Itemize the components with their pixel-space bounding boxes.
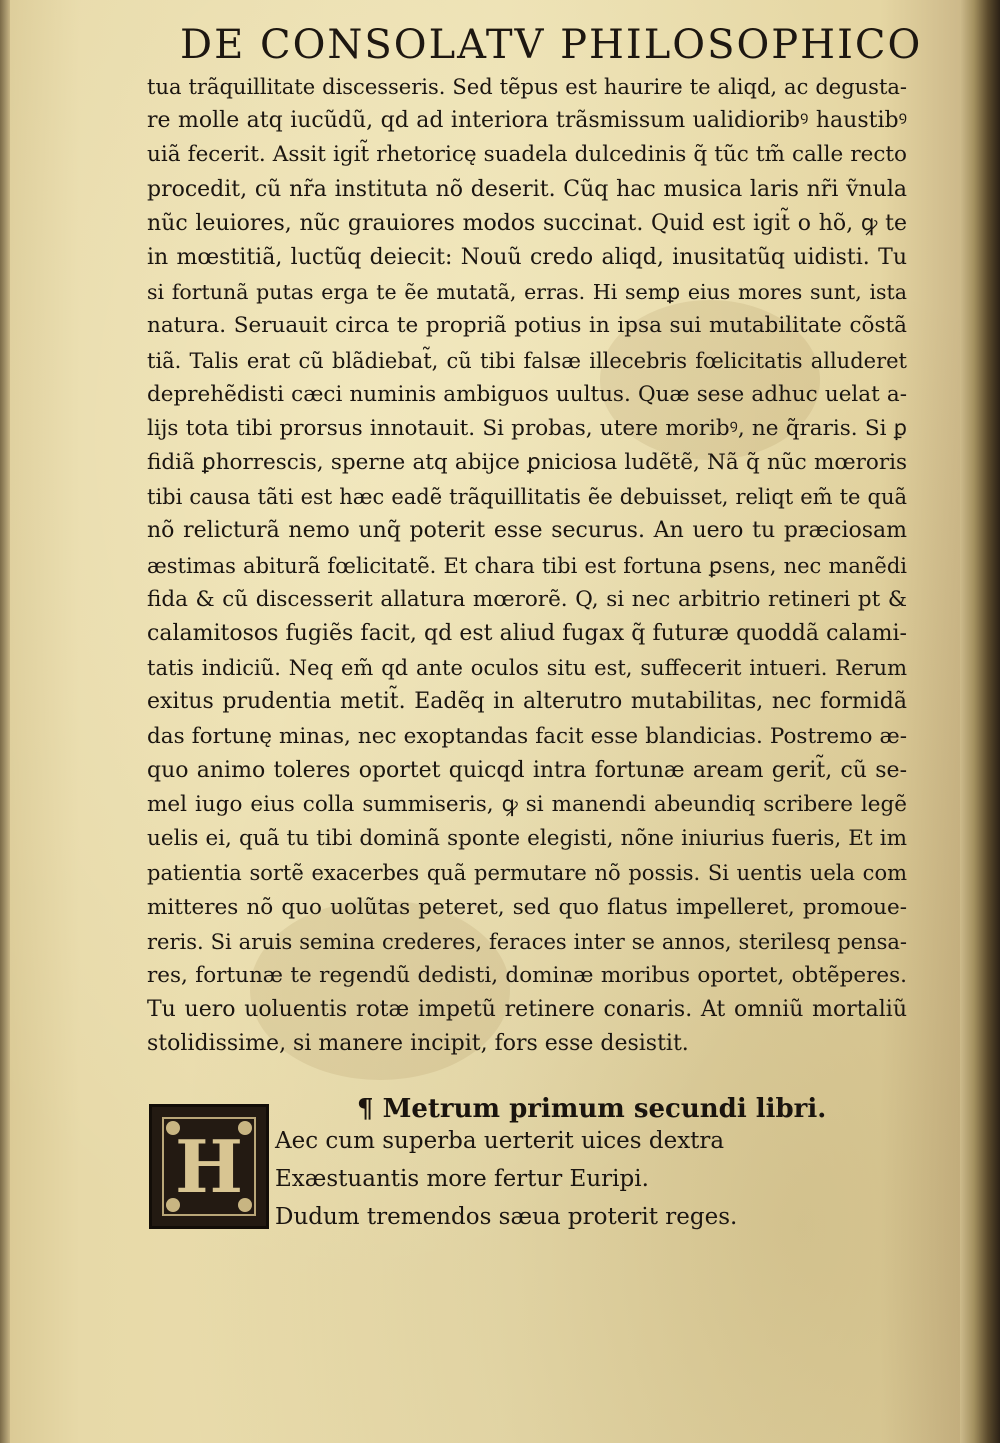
text-line: nũc leuiores, nũc grauiores modos succinat. Quid est igit̃ o hõ, ꝙ te	[147, 210, 907, 236]
text-line: fidiã ꝑhorrescis, sperne atq abijce ꝑniciosa ludẽtẽ, Nã q̃ nũc mœroris	[147, 450, 907, 476]
page-left-edge	[0, 0, 10, 1443]
text-line: patientia sortẽ exacerbes quã permutare nõ possis. Si uentis uela com	[147, 861, 907, 886]
initial-letter: H	[174, 1124, 244, 1209]
text-line: fida & cũ discesserit allatura mœrorẽ. Q, si nec arbitrio retineri pt &	[147, 586, 907, 612]
page-right-edge	[960, 0, 1000, 1443]
text-line: reris. Si aruis semina crederes, feraces inter se annos, sterilesq pensa-	[147, 929, 907, 954]
text-line: tatis indiciũ. Neq em̃ qd ante oculos situ est, suffecerit intueri. Rerum	[147, 656, 907, 681]
text-line: in mœstitiã, luctũq deiecit: Nouũ credo aliqd, inusitatũq uidisti. Tu	[147, 244, 907, 270]
metrum-title: ¶ Metrum primum secundi libri.	[357, 1094, 827, 1124]
text-line: si fortunã putas erga te ẽe mutatã, erras. Hi semꝑ eius mores sunt, ista	[147, 280, 907, 305]
text-line: re molle atq iucũdũ, qd ad interiora trãsmissum ualidioribꝰ haustibꝰ	[147, 108, 907, 134]
decorated-initial	[149, 1104, 269, 1229]
text-line: uelis ei, quã tu tibi dominã sponte elegisti, nõne iniurius fueris, Et im	[147, 826, 907, 852]
running-title: DE CONSOLATV PHILOSOPHICO	[180, 22, 923, 68]
text-line: lijs tota tibi prorsus innotauit. Si probas, utere moribꝰ, ne q̃raris. Si ꝑ	[147, 415, 907, 441]
text-line: uiã fecerit. Assit igit̃ rhetoricę suadela dulcedinis q̃ tũc tm̃ calle recto	[147, 142, 907, 168]
verse-line: Exæstuantis more fertur Euripi.	[275, 1166, 649, 1192]
text-line: tibi causa tãti est hæc eadẽ trãquillitatis ẽe debuisset, reliqt em̃ te quã	[147, 485, 907, 510]
verse-line: Dudum tremendos sæua proterit reges.	[275, 1204, 738, 1230]
text-line: quo animo toleres oportet quicqd intra fortunæ aream gerit̃, cũ se-	[147, 757, 907, 783]
text-line: tiã. Talis erat cũ blãdiebat̃, cũ tibi falsæ illecebris fœlicitatis alluderet	[147, 348, 907, 373]
text-line: stolidissime, si manere incipit, fors esse desistit.	[147, 1031, 689, 1057]
text-line: calamitosos fugiẽs facit, qd est aliud fugax q̃ futuræ quoddã calami-	[147, 621, 907, 646]
metrum-section	[147, 1094, 907, 1244]
verse-line: Aec cum superba uerterit uices dextra	[275, 1128, 725, 1154]
text-line: æstimas abiturã fœlicitatẽ. Et chara tibi est fortuna ꝑsens, nec manẽdi	[147, 553, 907, 578]
text-line: exitus prudentia metit̃. Eadẽq in alterutro mutabilitas, nec formidã	[147, 689, 907, 715]
text-line: mel iugo eius colla summiseris, ꝙ si manendi abeundiq scribere legẽ	[147, 791, 907, 817]
text-line: natura. Seruauit circa te propriã potius in ipsa sui mutabilitate cõstã	[147, 313, 907, 339]
text-line: tua trãquillitate discesseris. Sed tẽpus est haurire te aliqd, ac degusta-	[147, 75, 907, 99]
text-line: procedit, cũ nr̃a instituta nõ deserit. Cũq hac musica laris nr̃i ṽnula	[147, 176, 907, 202]
body-text	[147, 70, 907, 1061]
text-line: deprehẽdisti cæci numinis ambiguos uultus. Quæ sese adhuc uelat a-	[147, 381, 907, 407]
text-line: nõ relicturã nemo unq̃ poterit esse securus. An uero tu præciosam	[147, 518, 907, 544]
text-line: das fortunę minas, nec exoptandas facit esse blandicias. Postremo æ-	[147, 723, 907, 749]
text-line: mitteres nõ quo uolũtas peteret, sed quo flatus impelleret, promoue-	[147, 894, 907, 920]
text-line: res, fortunæ te regendũ dedisti, dominæ moribus oportet, obtẽperes.	[147, 962, 907, 988]
text-line: Tu uero uoluentis rotæ impetũ retinere conaris. At omniũ mortaliũ	[147, 997, 907, 1023]
